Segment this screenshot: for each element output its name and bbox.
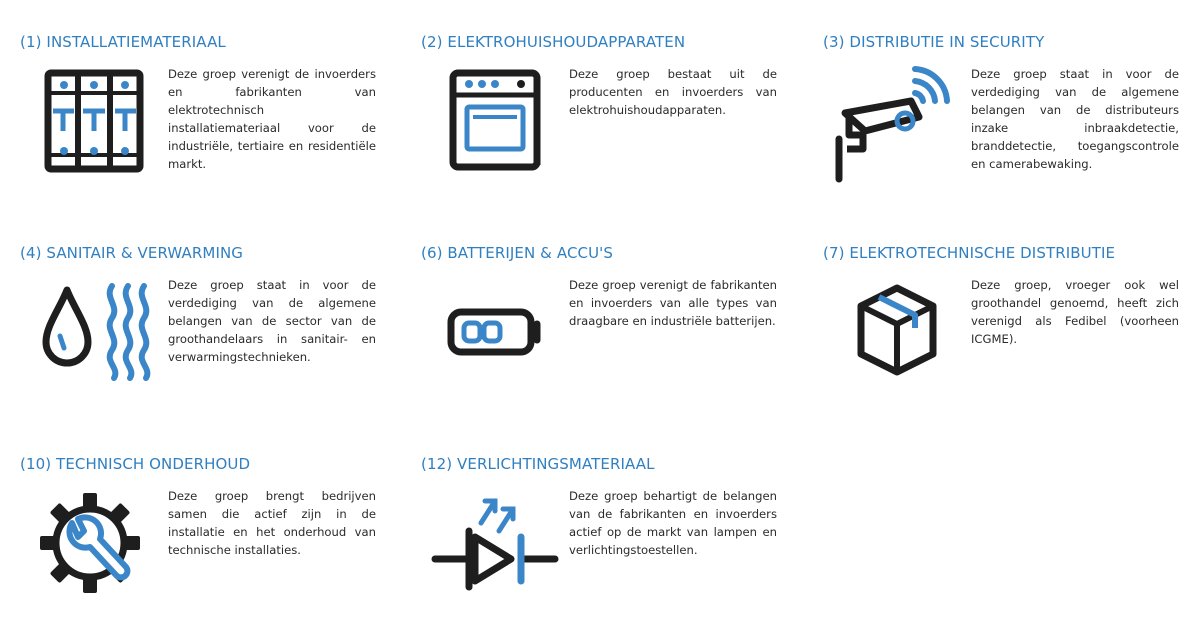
group-title: (4) SANITAIR & VERWARMING	[20, 244, 244, 262]
group-title: (1) INSTALLATIEMATERIAAL	[20, 33, 226, 51]
oven-icon	[421, 65, 569, 195]
group-title: (6) BATTERIJEN & ACCU'S	[421, 244, 614, 262]
group-description: Deze groep verenigt de fabrikanten en invoerders van alle types van draagbare en industriële batterijen.	[569, 278, 777, 328]
group-card-elektrohuishoudapparaten	[421, 33, 781, 195]
group-description: Deze groep, vroeger ook wel groothandel genoemd, heeft zich verenigd als Fedibel (voorheen ICGME).	[971, 278, 1179, 346]
gear-wrench-icon	[20, 487, 168, 617]
group-card-technisch-onderhoud	[20, 455, 380, 617]
group-title: (3) DISTRIBUTIE IN SECURITY	[823, 33, 1045, 51]
group-description: Deze groep staat in voor de verdediging van de algemene belangen van de sector van de groothandelaars in sanitair- en verwarmingstechnieken.	[168, 278, 376, 364]
group-description: Deze groep staat in voor de verdediging van de algemene belangen van de distributeurs inzake inbraakdetectie, branddetectie, toegangscontrole en camerabewaking.	[971, 67, 1179, 171]
package-box-icon	[823, 276, 971, 406]
group-description: Deze groep verenigt de invoerders en fabrikanten van elektrotechnisch installatiemateriaal voor de industriële, tertiaire en residentiële markt.	[168, 67, 376, 171]
group-description: Deze groep brengt bedrijven samen die actief zijn in de installatie en het onderhoud van technische installaties.	[168, 489, 376, 557]
water-heat-icon	[20, 276, 168, 406]
battery-icon	[421, 276, 569, 406]
group-card-batterijen-accus	[421, 244, 781, 406]
group-title: (10) TECHNISCH ONDERHOUD	[20, 455, 251, 473]
security-camera-icon	[823, 65, 971, 195]
group-card-installatiemateriaal	[20, 33, 380, 195]
group-description: Deze groep bestaat uit de producenten en invoerders van elektrohuishoudapparaten.	[569, 67, 777, 117]
group-card-distributie-in-security	[823, 33, 1183, 195]
group-title: (7) ELEKTROTECHNISCHE DISTRIBUTIE	[823, 244, 1116, 262]
group-title: (2) ELEKTROHUISHOUDAPPARATEN	[421, 33, 686, 51]
group-card-sanitair-verwarming	[20, 244, 380, 406]
group-card-verlichtingsmateriaal	[421, 455, 781, 617]
group-title: (12) VERLICHTINGSMATERIAAL	[421, 455, 655, 473]
breaker-panel-icon	[20, 65, 168, 195]
led-diode-icon	[421, 487, 569, 617]
group-description: Deze groep behartigt de belangen van de fabrikanten en invoerders actief op de markt van lampen en verlichtingstoestellen.	[569, 489, 777, 557]
group-card-elektrotechnische-distributie	[823, 244, 1183, 406]
